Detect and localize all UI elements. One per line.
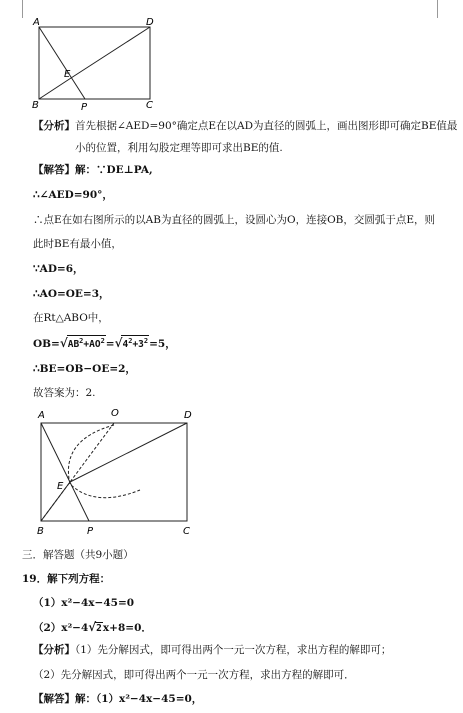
solution-line-5: ∴AO=OE=3， xyxy=(33,288,110,300)
label-d: D xyxy=(146,17,154,28)
analysis-tag: 【分析】 xyxy=(33,120,75,132)
q19-analysis-1 xyxy=(33,643,391,657)
label-a: A xyxy=(33,17,40,28)
radicand-1: $AB^2+AO^2$ xyxy=(67,337,105,351)
segment-ap-2 xyxy=(41,423,89,521)
segment-ap xyxy=(39,27,85,99)
q19-solution-text: 解：（1）x²−4x−45=0， xyxy=(75,693,203,705)
analysis-line-1 xyxy=(33,119,460,159)
analysis-text: 首先根据∠AED=90°确定点E在以AD为直径的圆弧上，画出图形即可确定BE值最小的位置，利用勾股定理等即可求出BE的值. xyxy=(75,120,458,154)
q19-analysis-2: （2）先分解因式，即可得出两个一元一次方程，求出方程的解即可． xyxy=(33,669,355,681)
q19-solution-tag: 【解答】 xyxy=(33,693,75,705)
ob-eq: OB= xyxy=(33,338,60,351)
section-heading: 三．解答题（共9小题） xyxy=(22,549,134,561)
solution-line-8: ∴BE=OB−OE=2， xyxy=(33,363,136,375)
solution-tag: 【解答】 xyxy=(33,164,75,176)
q19-part-2-a: （2）x²−4 xyxy=(33,622,89,634)
label-c: C xyxy=(146,100,153,111)
figure-1 xyxy=(0,0,463,115)
figure-2 xyxy=(0,400,463,540)
solution-line-9: 故答案为：2. xyxy=(33,387,96,399)
q19-solution xyxy=(33,692,202,706)
q19-analysis-tag: 【分析】 xyxy=(33,644,75,656)
q19-part-2 xyxy=(33,620,152,635)
label-a-2: A xyxy=(38,410,45,421)
solution-text-1: 解：∵DE⊥PA, xyxy=(75,164,153,176)
label-e-2: E xyxy=(57,481,64,492)
q19-line xyxy=(22,572,110,586)
equals-sign: = xyxy=(105,338,115,351)
segment-be xyxy=(39,78,71,99)
segment-de xyxy=(71,27,150,78)
label-e: E xyxy=(64,69,71,80)
q19-analysis-text-1: （1）先分解因式，即可得出两个一元一次方程，求出方程的解即可； xyxy=(75,644,392,656)
radicand-2: $4^2+3^2$ xyxy=(122,337,149,351)
solution-line-6: 在Rt△ABO中， xyxy=(33,312,109,324)
solution-line-2: ∴∠AED=90°， xyxy=(33,189,113,201)
label-p: P xyxy=(81,102,88,113)
solution-line-7 xyxy=(33,335,176,351)
rectangle-abcd-2 xyxy=(41,423,187,521)
solution-line-4: ∵AD=6， xyxy=(33,263,84,275)
segment-de-2 xyxy=(70,423,187,482)
label-c-2: C xyxy=(183,526,190,537)
radical-sign-2: √ xyxy=(114,336,123,351)
q19-prompt: 解下列方程： xyxy=(47,573,111,585)
result-five: =5， xyxy=(149,338,176,351)
q19-number: 19． xyxy=(22,573,48,585)
solution-line-1 xyxy=(33,163,153,177)
label-d-2: D xyxy=(184,410,192,421)
radicand-3: 2 xyxy=(96,623,102,634)
label-o-2: O xyxy=(111,408,119,419)
radical-sign-3: √ xyxy=(88,620,97,634)
label-b-2: B xyxy=(37,526,44,537)
radical-sign-1: √ xyxy=(59,336,68,351)
label-b: B xyxy=(32,100,39,111)
q19-part-1: （1）x²−4x−45=0 xyxy=(33,597,135,609)
solution-line-3a: ∴点E在如右图所示的以AB为直径的圆弧上，设圆心为O，连接OB，交圆弧于点E，则 xyxy=(33,214,436,226)
q19-part-2-b: x+8=0． xyxy=(102,622,152,634)
label-p-2: P xyxy=(87,526,94,537)
solution-line-3b: 此时BE有最小值， xyxy=(33,238,122,250)
